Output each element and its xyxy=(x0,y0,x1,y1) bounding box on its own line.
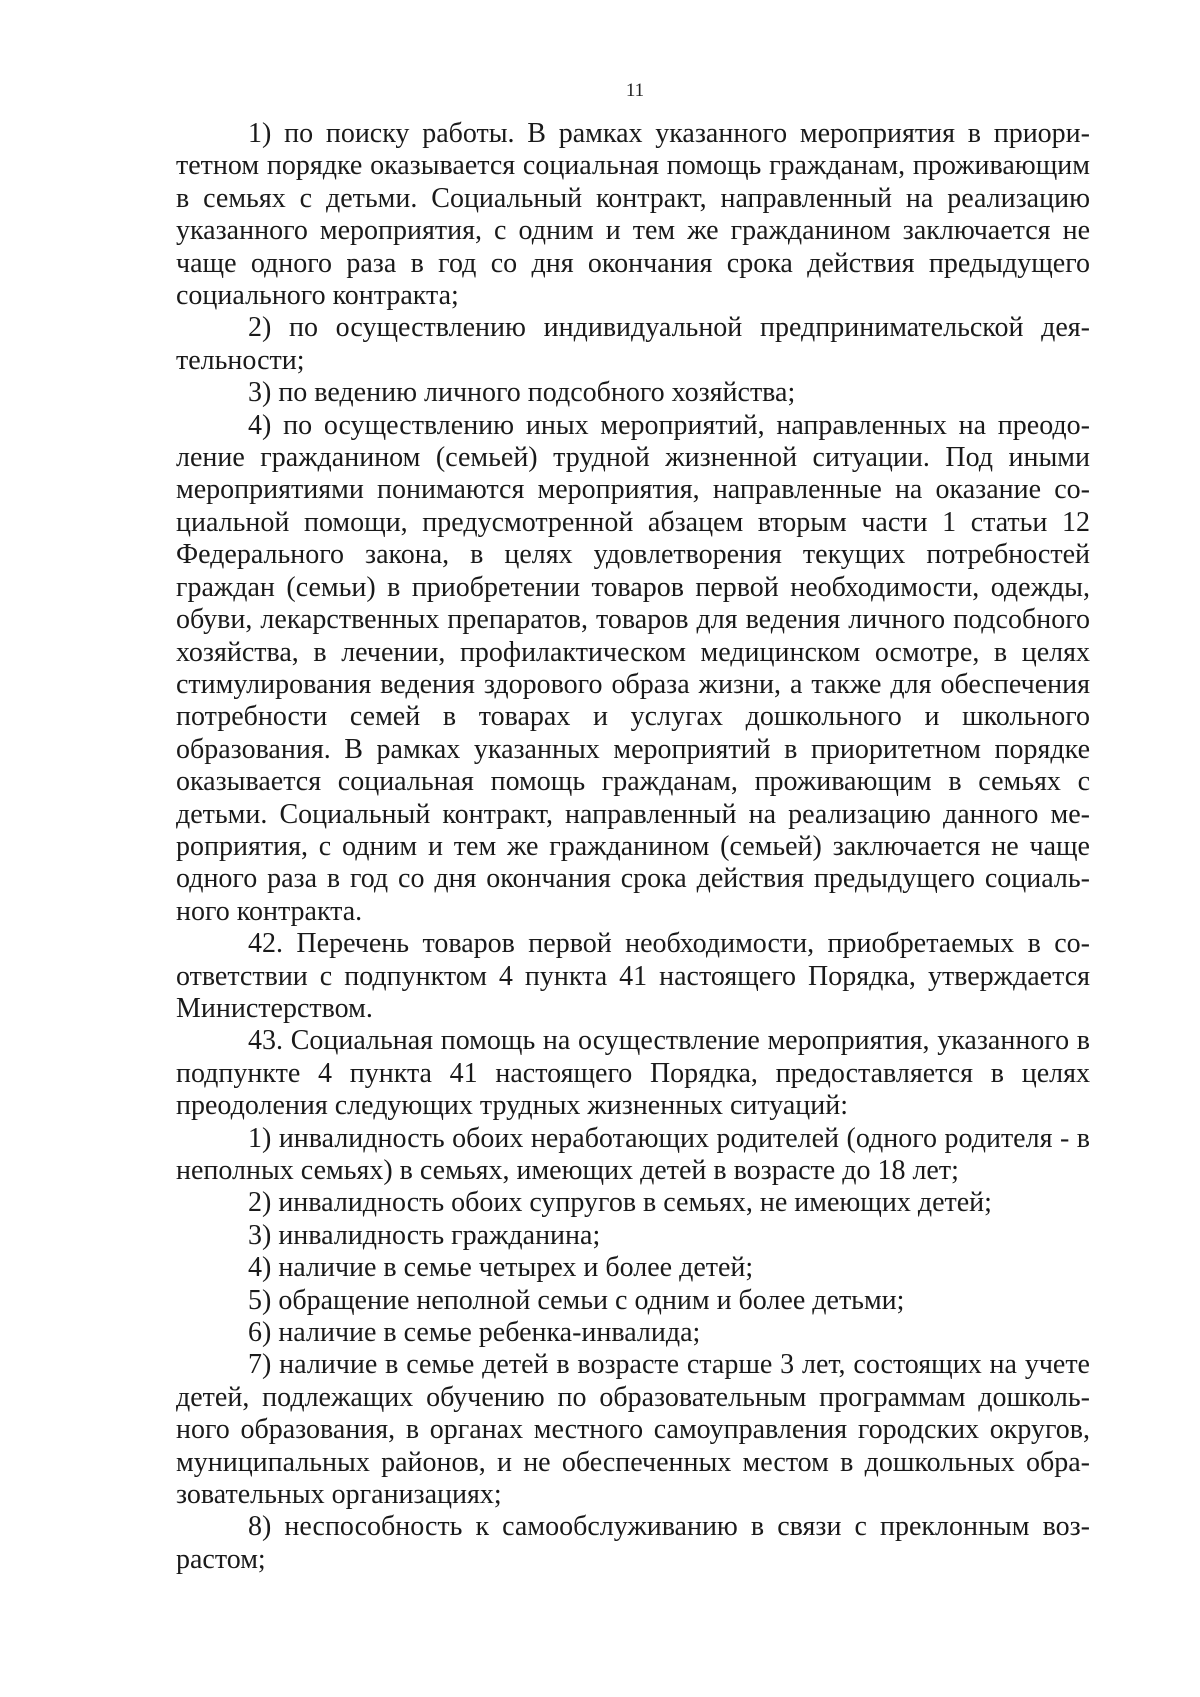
paragraph-item-2-entrepreneurship: 2) по осуществлению индивидуальной предпринимательской деятельности; xyxy=(176,312,1090,376)
paragraph-clause-42: 42. Перечень товаров первой необходимости, приобретаемых в соответствии с подпунктом 4 пункта 41 настоящего Порядка, утверждается Министерством. xyxy=(176,928,1090,1024)
list-item-4-large-family: 4) наличие в семье четырех и более детей; xyxy=(248,1252,754,1284)
list-item-5-single-parent: 5) обращение неполной семьи с одним и более детьми; xyxy=(248,1284,905,1316)
list-item-1-disability-parents: 1) инвалидность обоих неработающих родителей (одного родителя - в неполных семьях) в семьях, имеющих детей в возрасте до 18 лет; xyxy=(176,1122,1090,1186)
list-item-7-preschool-queue: 7) наличие в семье детей в возрасте старше 3 лет, состоящих на учете детей, подлежащих обучению по образовательным программам дошкольного образования, в органах местного самоуправления городских округов, муниципальных районов, и не обеспеченных местом в дошкольных образовательных организациях; xyxy=(176,1349,1090,1511)
page-number: 11 xyxy=(625,80,645,101)
list-item-8-elderly: 8) неспособность к самообслуживанию в связи с преклонным возрастом; xyxy=(176,1511,1090,1575)
paragraph-item-3-household: 3) по ведению личного подсобного хозяйства; xyxy=(248,377,796,409)
document-body xyxy=(176,118,1090,1576)
paragraph-clause-43: 43. Социальная помощь на осуществление мероприятия, указанного в подпункте 4 пункта 41 настоящего Порядка, предоставляется в целях преодоления следующих трудных жизненных ситуаций: xyxy=(176,1025,1090,1122)
list-item-6-disabled-child: 6) наличие в семье ребенка-инвалида; xyxy=(248,1317,701,1349)
paragraph-item-4-other-measures: 4) по осуществлению иных мероприятий, направленных на преодоление гражданином (семьей) трудной жизненной ситуации. Под иными мероприятиями понимаются мероприятия, направленные на оказание социальной помощи, предусмотренной абзацем вторым части 1 статьи 12 Федерального закона, в целях удовлетворения текущих потребностей граждан (семьи) в приобретении товаров первой необходимости, одежды, обуви, лекарственных препаратов, товаров для ведения личного подсобного хозяйства, в лечении, профилактическом медицинском осмотре, в целях стимулирования ведения здорового образа жизни, а также для обеспечения потребности семей в товарах и услугах дошкольного и школьного образования. В рамках указанных мероприятий в приоритетном порядке оказывается социальная помощь гражданам, проживающим в семьях с детьми. Социальный контракт, направленный на реализацию данного мероприятия, с одним и тем же гражданином (семьей) заключается не чаще одного раза в год со дня окончания срока действия предыдущего социального контракта. xyxy=(176,409,1090,927)
list-item-3-disability-citizen: 3) инвалидность гражданина; xyxy=(248,1219,601,1251)
paragraph-item-1-job-search: 1) по поиску работы. В рамках указанного мероприятия в приоритетном порядке оказывается социальная помощь гражданам, проживающим в семьях с детьми. Социальный контракт, направленный на реализацию указанного мероприятия, с одним и тем же гражданином заключается не чаще одного раза в год со дня окончания срока действия предыдущего социального контракта; xyxy=(176,118,1090,312)
list-item-2-disability-spouses: 2) инвалидность обоих супругов в семьях, не имеющих детей; xyxy=(248,1187,992,1219)
